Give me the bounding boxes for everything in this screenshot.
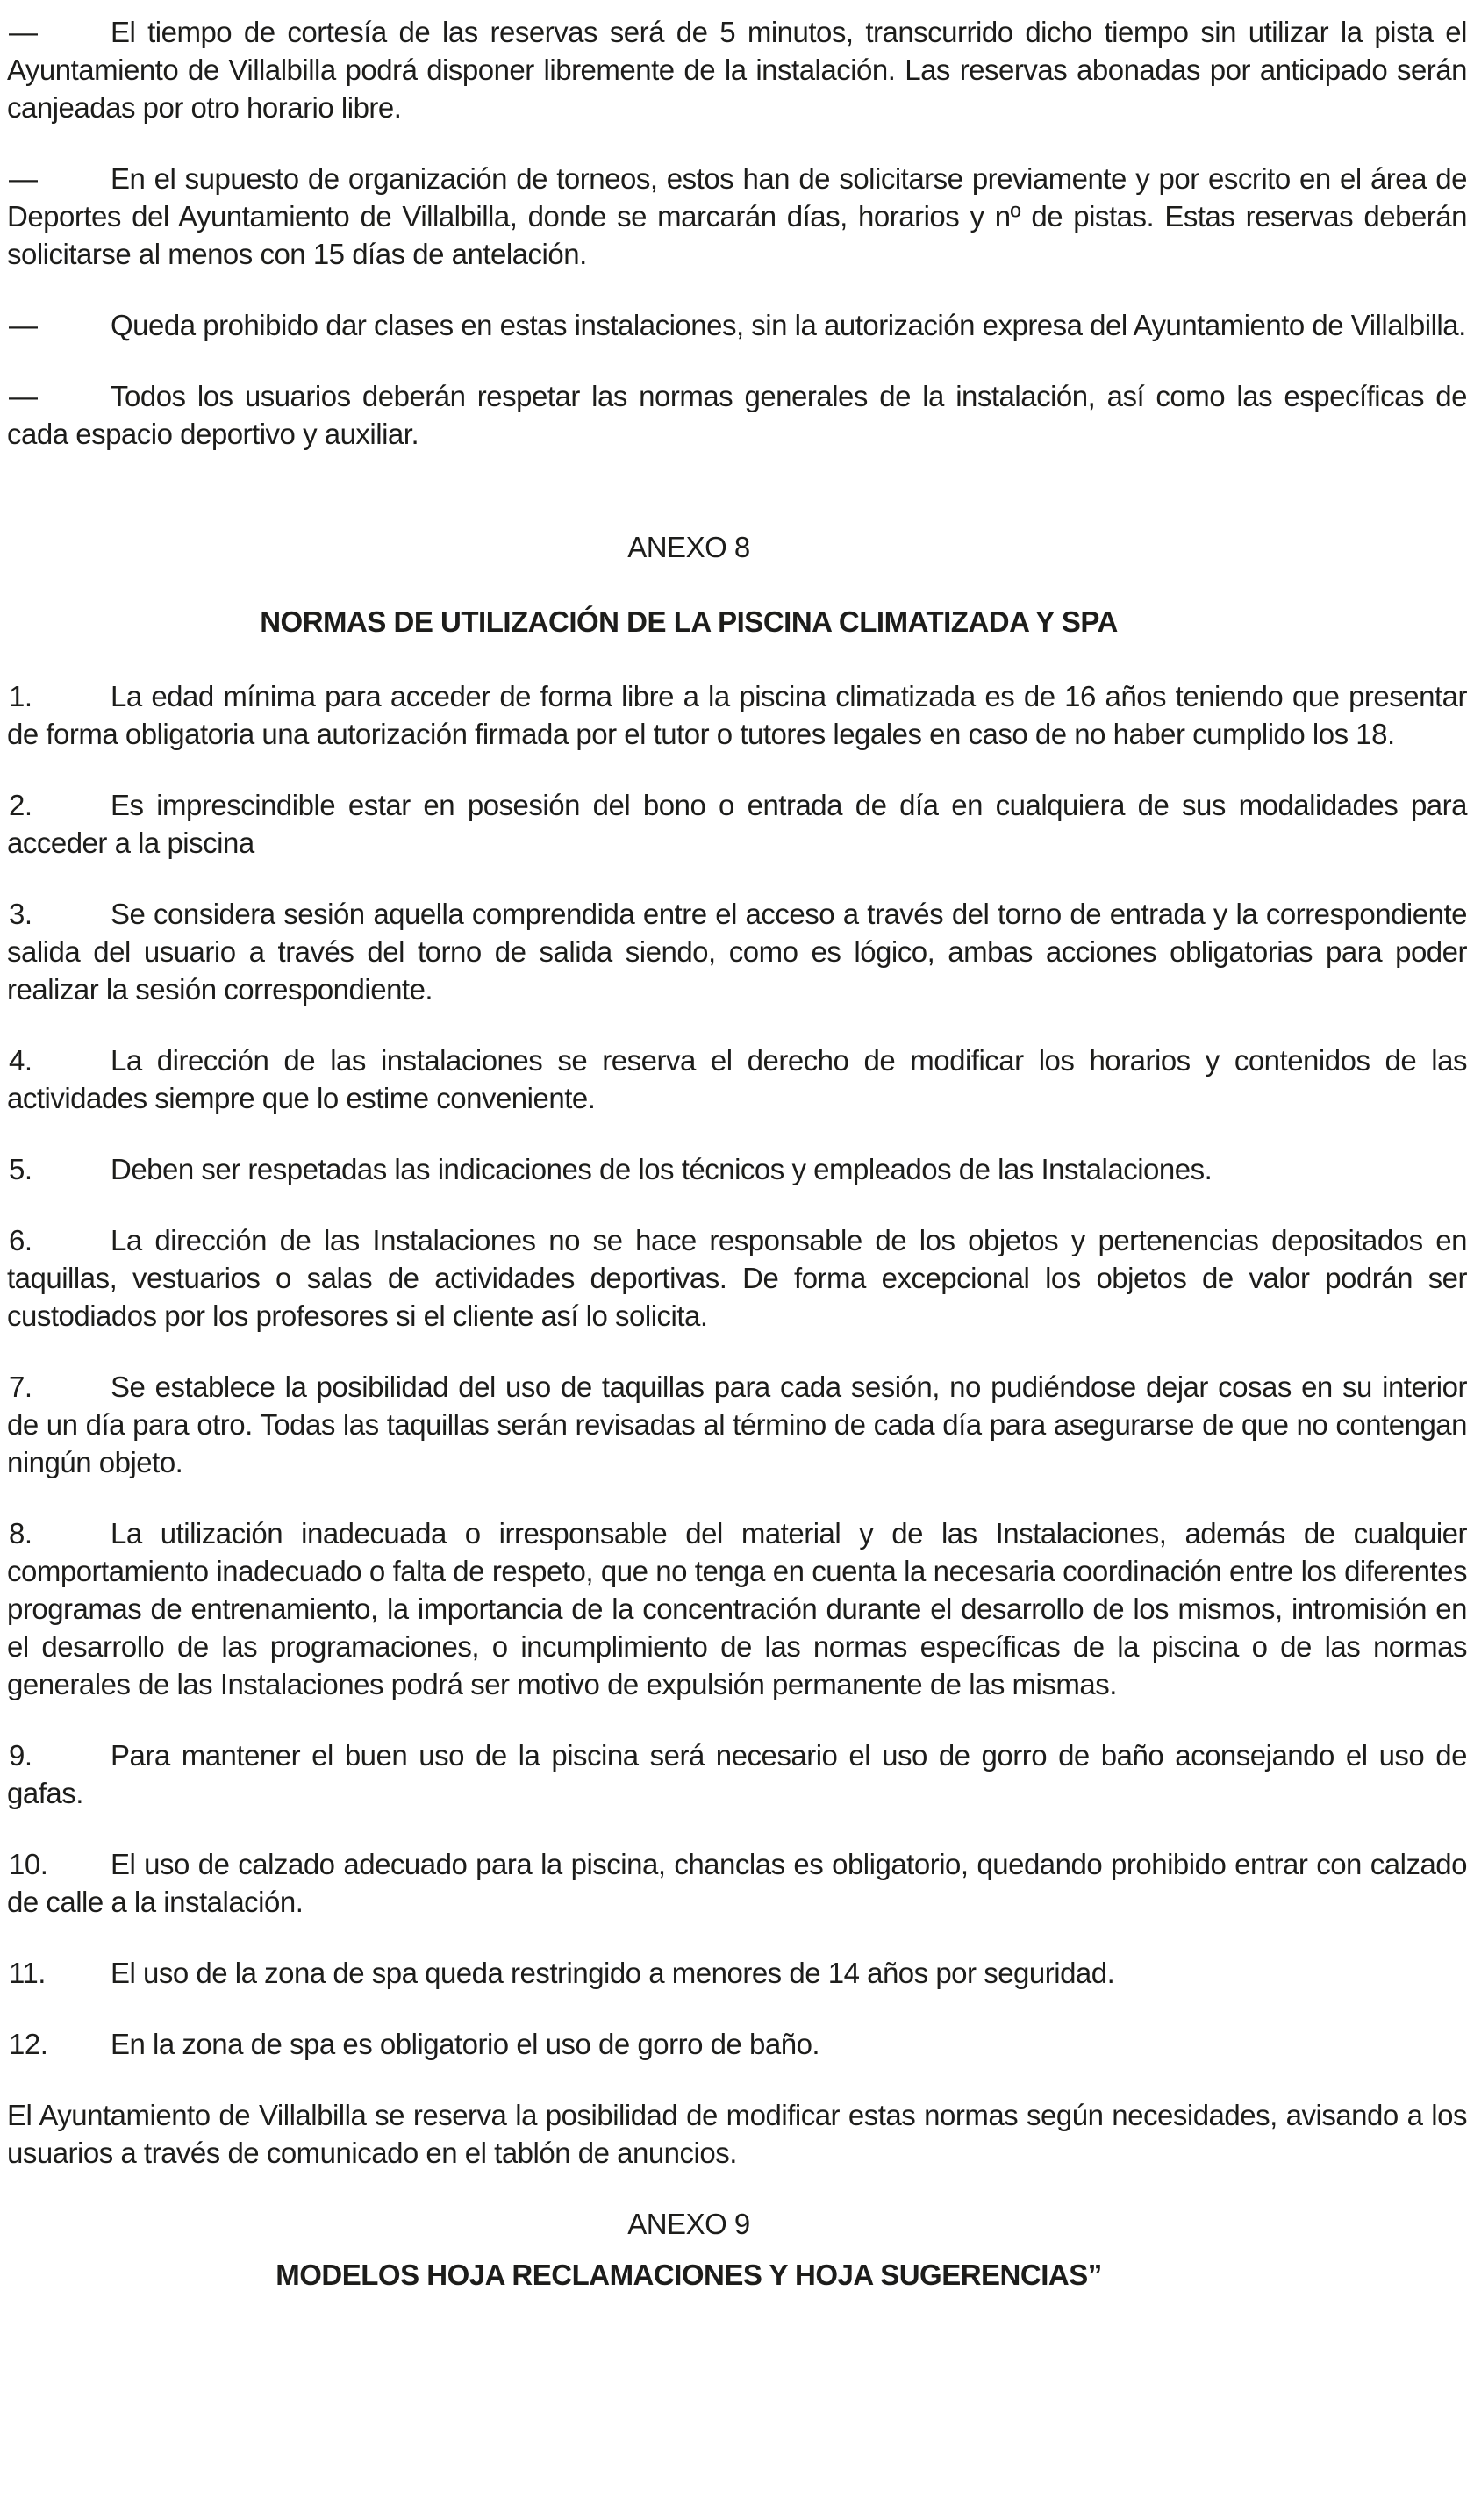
- anexo8-title: NORMAS DE UTILIZACIÓN DE LA PISCINA CLIMATIZADA Y SPA: [260, 605, 1118, 638]
- item-number: 10.: [9, 1848, 48, 1880]
- paragraph-text: En el supuesto de organización de torneos, estos han de solicitarse previamente y por escrito en el área de Deportes del Ayuntamiento de Villalbilla, donde se marcarán días, horarios y nº de pistas. Estas reservas deberán solicitarse al menos con 15 días de antelación.: [7, 162, 1467, 270]
- numbered-item: [7, 1368, 1467, 1481]
- item-text: La dirección de las instalaciones se reserva el derecho de modificar los horarios y contenidos de las actividades siempre que lo estime conveniente.: [7, 1044, 1467, 1114]
- item-text: La dirección de las Instalaciones no se hace responsable de los objetos y pertenencias depositados en taquillas, vestuarios o salas de actividades deportivas. De forma excepcional los objetos de valor podrán ser custodiados por los profesores si el cliente así lo solicita.: [7, 1224, 1467, 1332]
- item-number: 11.: [9, 1957, 46, 1989]
- item-number: 1.: [9, 680, 32, 712]
- anexo9-label: ANEXO 9: [627, 2208, 750, 2240]
- anexo9-title: MODELOS HOJA RECLAMACIONES Y HOJA SUGERENCIAS”: [275, 2259, 1102, 2291]
- bullet-marker: —: [9, 16, 38, 48]
- bullet-marker: —: [9, 309, 38, 341]
- item-text: La utilización inadecuada o irresponsable del material y de las Instalaciones, además de cualquier comportamiento inadecuado o falta de respeto, que no tenga en cuenta la necesaria coordinación entre los diferentes programas de entrenamiento, la importancia de la concentración durante el desarrollo de los mismos, intromisión en el desarrollo de las programaciones, o incumplimiento de las normas específicas de la piscina o de las normas generales de las Instalaciones podrá ser motivo de expulsión permanente de las mismas.: [7, 1517, 1467, 1700]
- paragraph-text: El tiempo de cortesía de las reservas será de 5 minutos, transcurrido dicho tiempo sin utilizar la pista el Ayuntamiento de Villalbilla podrá disponer libremente de la instalación. Las reservas abonadas por anticipado serán canjeadas por otro horario libre.: [7, 16, 1467, 124]
- bullet-paragraph: [7, 13, 1467, 126]
- item-number: 3.: [9, 898, 32, 930]
- numbered-item: [7, 786, 1467, 862]
- numbered-item: [7, 1736, 1467, 1812]
- item-number: 5.: [9, 1153, 32, 1185]
- bullet-marker: —: [9, 380, 38, 412]
- item-text: Se considera sesión aquella comprendida entre el acceso a través del torno de entrada y la correspondiente salida del usuario a través del torno de salida siendo, como es lógico, ambas acciones obligatorias para poder realizar la sesión correspondiente.: [7, 898, 1467, 1006]
- paragraph-text: Queda prohibido dar clases en estas instalaciones, sin la autorización expresa del Ayuntamiento de Villalbilla.: [111, 309, 1466, 341]
- numbered-item: [7, 1845, 1467, 1921]
- numbered-item: [7, 1042, 1467, 1117]
- numbered-item: [7, 1514, 1467, 1703]
- closing-paragraph: El Ayuntamiento de Villalbilla se reserva la posibilidad de modificar estas normas según necesidades, avisando a los usuarios a través de comunicado en el tablón de anuncios.: [7, 2099, 1467, 2169]
- item-number: 9.: [9, 1739, 32, 1772]
- numbered-item: [7, 2025, 1467, 2063]
- numbered-item: [7, 1150, 1467, 1188]
- bullet-paragraph: [7, 377, 1467, 453]
- item-text: Se establece la posibilidad del uso de taquillas para cada sesión, no pudiéndose dejar cosas en su interior de un día para otro. Todas las taquillas serán revisadas al término de cada día para asegurarse de que no contengan ningún objeto.: [7, 1371, 1467, 1478]
- numbered-item: [7, 1954, 1467, 1992]
- item-text: Deben ser respetadas las indicaciones de los técnicos y empleados de las Instalaciones.: [111, 1153, 1213, 1185]
- bullet-paragraph: [7, 306, 1467, 344]
- paragraph-text: Todos los usuarios deberán respetar las normas generales de la instalación, así como las específicas de cada espacio deportivo y auxiliar.: [7, 380, 1467, 450]
- bullet-marker: —: [9, 162, 38, 195]
- item-text: La edad mínima para acceder de forma libre a la piscina climatizada es de 16 años teniendo que presentar de forma obligatoria una autorización firmada por el tutor o tutores legales en caso de no haber cumplido los 18.: [7, 680, 1467, 750]
- item-number: 8.: [9, 1517, 32, 1550]
- item-number: 12.: [9, 2028, 48, 2060]
- item-text: Para mantener el buen uso de la piscina será necesario el uso de gorro de baño aconsejando el uso de gafas.: [7, 1739, 1467, 1809]
- anexo8-label: ANEXO 8: [627, 531, 750, 563]
- item-number: 7.: [9, 1371, 32, 1403]
- item-text: Es imprescindible estar en posesión del bono o entrada de día en cualquiera de sus modalidades para acceder a la piscina: [7, 789, 1467, 859]
- item-number: 4.: [9, 1044, 32, 1077]
- numbered-item: [7, 1221, 1467, 1335]
- item-text: En la zona de spa es obligatorio el uso de gorro de baño.: [111, 2028, 820, 2060]
- numbered-item: [7, 677, 1467, 753]
- item-number: 6.: [9, 1224, 32, 1256]
- item-text: El uso de calzado adecuado para la piscina, chanclas es obligatorio, quedando prohibido entrar con calzado de calle a la instalación.: [7, 1848, 1467, 1918]
- item-text: El uso de la zona de spa queda restringido a menores de 14 años por seguridad.: [111, 1957, 1115, 1989]
- item-number: 2.: [9, 789, 32, 821]
- bullet-paragraph: [7, 160, 1467, 273]
- numbered-item: [7, 895, 1467, 1008]
